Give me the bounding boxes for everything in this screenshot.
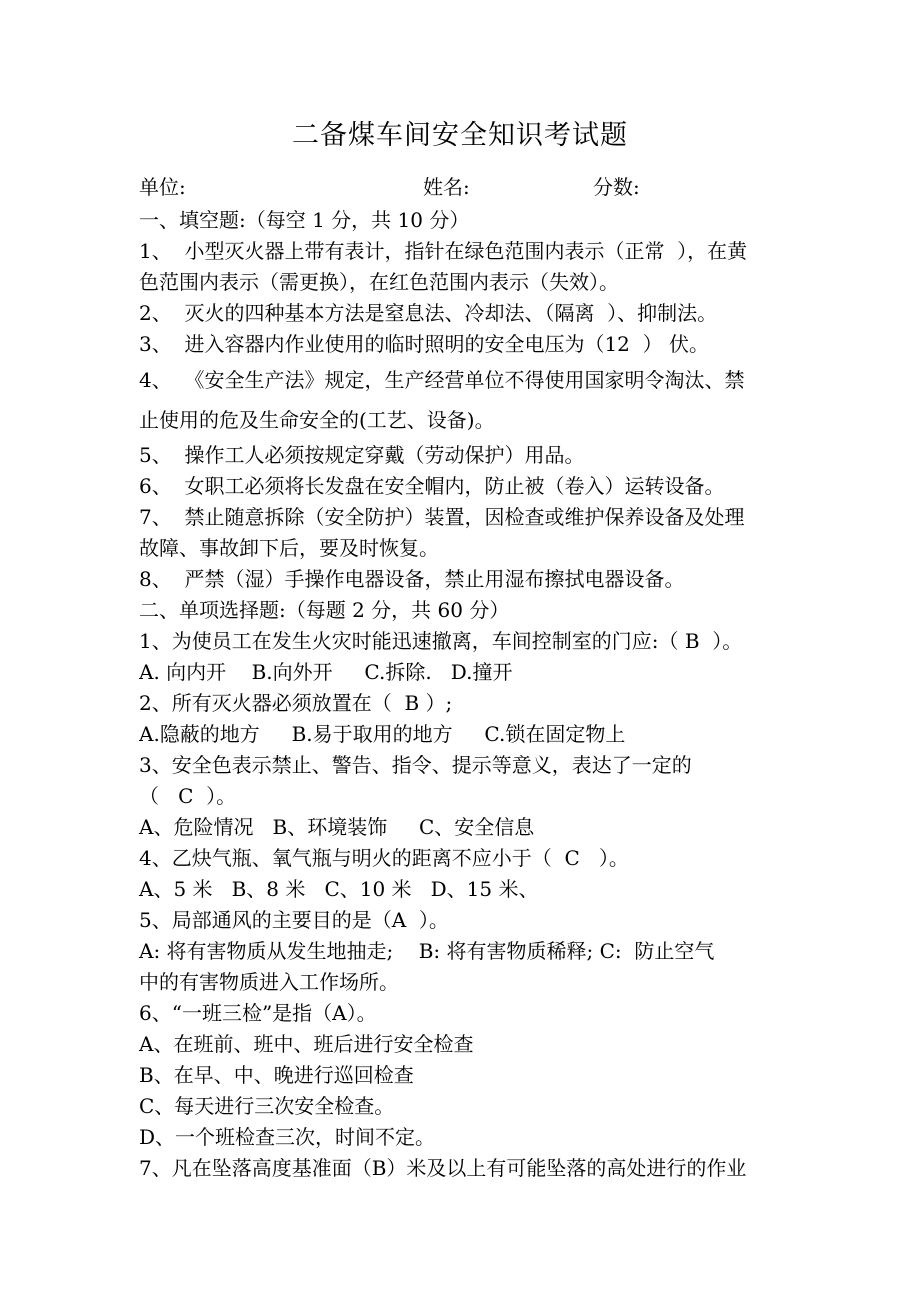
unit-label: 单位: (139, 175, 186, 199)
score-label: 分数: (593, 175, 640, 199)
question-line: 4、 《安全生产法》规定，生产经营单位不得使用国家明令淘汰、禁 (139, 368, 745, 392)
option-line: 中的有害物质进入工作场所。 (139, 970, 399, 994)
question-line: 6、“一班三检”是指（A）。 (139, 1001, 377, 1025)
question-line: 7、凡在坠落高度基准面（B）米及以上有可能坠落的高处进行的作业 (139, 1156, 747, 1180)
section-heading-single-choice: 二、单项选择题:（每题 2 分，共 60 分） (139, 598, 510, 622)
option-line: A. 向内开 B.向外开 C.拆除. D.撞开 (139, 660, 513, 684)
section-heading-fill-blank: 一、填空题:（每空 1 分，共 10 分） (139, 208, 470, 232)
question-line: 3、 进入容器内作业使用的临时照明的安全电压为（12 ） 伏。 (139, 332, 709, 356)
option-line: A、5 米 B、8 米 C、10 米 D、15 米、 (139, 877, 539, 901)
question-line: （ C ）。 (139, 784, 237, 808)
question-line: 1、为使员工在发生火灾时能迅速撤离，车间控制室的门应:（ B ）。 (139, 629, 743, 653)
question-line: 1、 小型灭火器上带有表计，指针在绿色范围内表示（正常 ），在黄 (139, 239, 748, 263)
exam-header-fields (139, 172, 839, 202)
exam-title: 二备煤车间安全知识考试题 (292, 120, 628, 151)
question-line: 故障、事故卸下后，要及时恢复。 (139, 536, 439, 560)
option-line: B、在早、中、晚进行巡回检查 (139, 1063, 414, 1087)
option-line: C、每天进行三次安全检查。 (139, 1094, 395, 1118)
question-line: 2、 灭火的四种基本方法是窒息法、冷却法、（隔离 ）、抑制法。 (139, 301, 718, 325)
question-line: 3、安全色表示禁止、警告、指令、提示等意义，表达了一定的 (139, 753, 692, 777)
question-line: 8、 严禁（湿）手操作电器设备，禁止用湿布擦拭电器设备。 (139, 567, 685, 591)
question-line: 5、局部通风的主要目的是（A ）。 (139, 908, 449, 932)
option-line: A、在班前、班中、班后进行安全检查 (139, 1032, 474, 1056)
name-label: 姓名: (423, 175, 470, 199)
question-line: 7、 禁止随意拆除（安全防护）装置，因检查或维护保养设备及处理 (139, 505, 745, 529)
option-line: A.隐蔽的地方 B.易于取用的地方 C.锁在固定物上 (139, 722, 626, 746)
question-line: 6、 女职工必须将长发盘在安全帽内，防止被（卷入）运转设备。 (139, 474, 725, 498)
exam-body (139, 205, 789, 1184)
question-line: 色范围内表示（需更换），在红色范围内表示（失效）。 (139, 270, 619, 294)
option-line: A: 将有害物质从发生地抽走; B: 将有害物质稀释; C: 防止空气 (139, 939, 715, 963)
option-line: D、一个班检查三次，时间不定。 (139, 1125, 436, 1149)
question-line: 4、乙炔气瓶、氧气瓶与明火的距离不应小于（ C ）。 (139, 846, 629, 870)
question-line: 止使用的危及生命安全的(工艺、设备)。 (139, 408, 495, 432)
option-line: A、危险情况 B、环境装饰 C、安全信息 (139, 815, 535, 839)
question-line: 5、 操作工人必须按规定穿戴（劳动保护）用品。 (139, 443, 585, 467)
question-line: 2、所有灭火器必须放置在（ B ）; (139, 691, 453, 715)
